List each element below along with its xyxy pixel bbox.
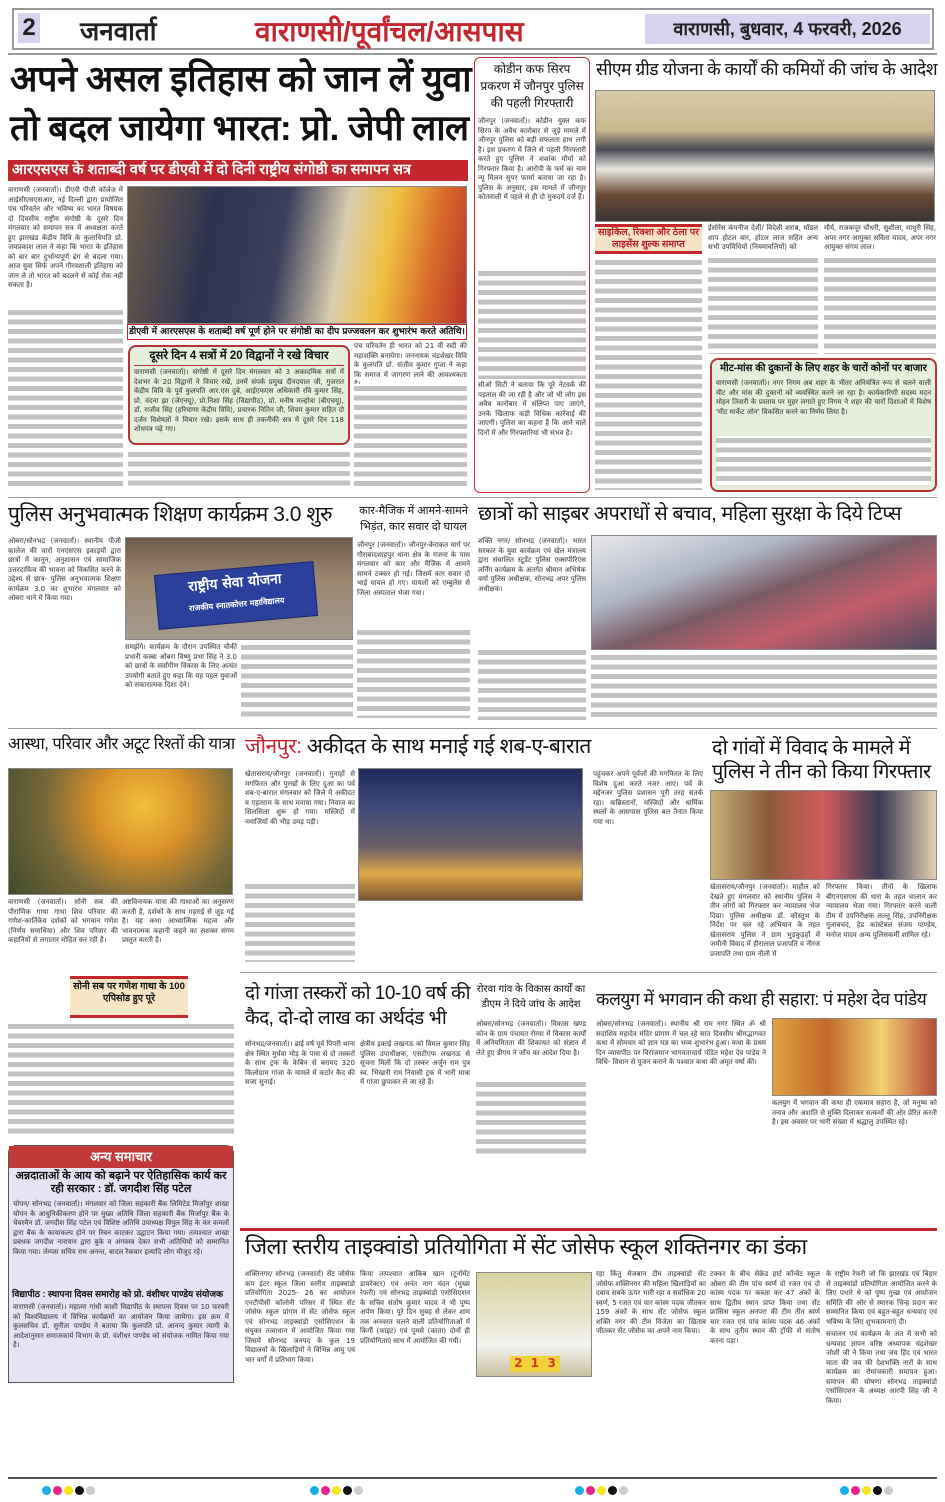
bottom-rule [8, 1477, 937, 1479]
shab-body-2: पहुंचकर अपने पूर्वजों की मगफिरत के लिए विशेष दुआ करते नजर आए। पर्व के मद्देनजर पुलिस प्रशासन पूरी तरह सतर्क रहा। कब्रिस्तानों, मस्जिदों और धार्मिक स्थलों के आसपास पुलिस बल तैनात किया गया था। [593, 770, 703, 826]
police-headline: पुलिस अनुभवात्मक शिक्षण कार्यक्रम 3.0 शुरु [8, 503, 333, 526]
codeine-body: जौनपुर (जनवार्ता)। कोडीन युक्त कफ सिरप के अवैध कारोबार से जुड़े मामले में जौनपुर पुलिस को बड़ी सफलता हाथ लगी है। इस प्रकरण में जिले से पहली गिरफ्तारी करते हुए पुलिस ने शशांक मौर्या को गिरफ्तार किया है। आरोपी के फर्म का नाम न्यू मिलन सुपर फार्मा बताया जा रहा है। पुलिस के अनुसार, इस मामले में जौनपुर कोतवाली में पहले से ही दो मुकदमे दर्ज हैं। [478, 117, 586, 201]
page-number: 2 [18, 13, 40, 43]
ganesh-inset: सोनी सब पर गणेश गाथा के 100 एपिसोड हुए पूरे [73, 981, 185, 1004]
lead-strap: आरएसएस के शताब्दी वर्ष पर डीएवी में दो दिनी राष्ट्रीय संगोष्ठी का समापन सत्र [8, 160, 468, 181]
red-rule [240, 1228, 937, 1231]
twovillages-photo [710, 790, 937, 880]
ganesh-body-continued [8, 1022, 234, 1138]
rule [240, 972, 937, 973]
taekwondo-body-5: के राष्ट्रीय रेफरी जो कि झारखंड एवं बिहार से ताइक्वांडो प्रतियोगिता आयोजित करने के लिए पधारे थे को पुष्प गुच्छ एवं आयोजन समिति की ओर से स्मारक चिन्ह प्रदान कर सम्मानित किया एवं बहुत-बहुत धन्यवाद एवं भविष्य के लिए शुभकामनाएं दी। [826, 1270, 937, 1326]
newspaper-name: जनवार्ता [80, 16, 157, 46]
police-body-continued [241, 643, 353, 719]
twovillages-body: खेतासराय/जौनपुर (जनवार्ता)। माहौल को देखते हुए मंगलवार को स्थानीय पुलिस ने तीन लोगों को गिरफ्तार कर न्यायालय भेज दिया। पुलिस अधीक्षक डॉ. कौस्तुभ के निर्देश पर चल रहे अभियान के तहत खेतासराय पुलिस ने ग्राम भुड़कुड़हाँ में जमीनी विवाद में हीरालाल प्रजापति व नीरज प्रजापति तथा ग्राम नौली में [710, 883, 820, 958]
lead-box-title: दूसरे दिन 4 सत्रों में 20 विद्वानों ने रखे विचार [134, 350, 344, 366]
lead-body-continued [354, 384, 467, 490]
taekwondo-photo [476, 1272, 592, 1377]
lead-body: वाराणसी (जनवार्ता)। डीएवी पीजी कॉलेज में आईसीएसएसआर, नई दिल्ली द्वारा प्रायोजित पंच परिवर्तन और भविष्य का भारत विषयक दो दिवसीय राष्ट्रीय संगोष्ठी के दूसरे दिन मंगलवार को समापन सत्र में अध्यक्षता करते हुए झारखंड केंद्रीय विवि के कुलाधिपति प्रो. जयप्रकाश लाल ने कहा कि भारत के इतिहास को बार बार दुर्भाग्यपूर्ण ढंग से बदला गया। आज युवा सिर्फ अपने गौरवशाली इतिहास को जान ले तो भारत को बदलने से कोई रोक नहीं सकता है। [8, 186, 123, 289]
ganja-headline: दो गांजा तस्करों को 10-10 वर्ष की कैद, दो-दो लाख का अर्थदंड भी [245, 983, 470, 1029]
registration-marks [42, 1486, 95, 1495]
cyber-headline: छात्रों को साइबर अपराधों से बचाव, महिला सुरक्षा के दिये टिप्स [478, 503, 902, 525]
twovillages-headline: दो गांवों में विवाद के मामले में पुलिस ने तीन को किया गिरफ्तार [712, 737, 931, 783]
rule [8, 728, 937, 729]
lead-body-continued [8, 308, 123, 490]
car-accident-headline: कार-मैजिक में आमने-सामने भिड़ंत, कार सवार दो घायल [359, 505, 468, 534]
police-body: ओबरा/सोनभद्र (जनवार्ता)। स्थानीय पीजी कालेज की चारों एनएसएस इकाइयों द्वारा छात्रों में कानून, अनुशासन एवं सामाजिक उत्तरदायित्व की भावना को विकसित करने के उद्देश्य से छात्र- पुलिस अनुभवात्मक शिक्षण कार्यक्रम 3.0 का शुभारंभ मंगलवार को ओबरा थाने में किया गया। [8, 537, 121, 602]
car-accident-body: जौनपुर (जनवार्ता)। जौनपुर-केराकत मार्ग पर गौराबादशाहपुर थाना क्षेत्र के गजना के पास मंगलवार को कार और मैजिक में आमने सामने टक्कर हो गई। जिसमें कार सवार दो भाई घायल हो गए। घायलों को एम्बुलेंस से जिला अस्पताल भेजा गया। [357, 541, 470, 597]
codeine-headline: कोडीन कफ सिरप प्रकरण में जौनपुर पुलिस की पहली गिरफ्तारी [480, 62, 584, 110]
registration-marks [310, 1486, 363, 1495]
podium [510, 1356, 560, 1372]
meat-market-title: मीट-मांस की दुकानों के लिए शहर के चारों कोनों पर बाजार [720, 363, 927, 374]
cmgrid-body-col3 [824, 256, 936, 354]
kalyug-body: ओबरा/सोनभद्र (जनवार्ता)। स्थानीय श्री राम नगर स्थित ॐ श्री सदाशिव महादेव मंदिर प्रांगण में चल रहे सात दिवसीय श्रीमद्भागवत कथा में सोमवार को ज्ञान यज्ञ का भव्य शुभारंभ हुआ। कथा के प्रथम दिन व्यासपीठ पर विराजमान भागवताचार्य पंडित महेश देव पांडेय ने विधि- विधान से पूजन कराने के पश्चात कथा की अमृत वर्षा की। [596, 1020, 766, 1066]
ganesh-body-2: अष्टविनायक यात्रा की गाथाओं का अनुसरण करती है, दर्शकों के साथ गहराई से जुड़ गई है। यह कथा आध्यात्मिक महत्व और भावनात्मक कहानी कहने का सशक्त संगम प्रस्तुत करती है। [122, 898, 234, 944]
kalyug-headline: कलयुग में भगवान की कथा ही सहारा: पं महेश देव पांडेय [596, 989, 927, 1009]
other-news-item-1-title: अन्नदाताओं के आय को बढ़ाने पर ऐतिहासिक कार्य कर रही सरकार : डॉ. जगदीश सिंह पटेल [15, 1170, 227, 1195]
cmgrid-body-col1 [595, 258, 702, 490]
rule [8, 53, 937, 55]
police-body-2: समझेंगे। कार्यक्रम के दौरान उपस्थित चौकी प्रभारी कस्बा ओबरा विष्णु प्रभा सिंह ने 3.0 को छात्रों के सर्वांगीण विकास के लिए अत्यंत उपयोगी बताते हुए कहा कि यह पहल युवाओं को सकारात्मक दिशा देने। [125, 643, 237, 689]
meat-market-body: वाराणसी (जनवार्ता)। नगर निगम अब शहर के भीतर अनियंत्रित रूप से चलने वाली मीट और मांस की दुकानों को व्यवस्थित करने जा रहा है। कार्यकारिणी सदस्य मदन मोहन तिवारी के प्रस्ताव पर मुहर लगाते हुए निगम ने शहर की चारों दिशाओं में विशेष 'मीट मार्केट जोन' विकसित करने का निर्णय लिया है। [716, 379, 931, 416]
podium-first: 1 [530, 1356, 540, 1370]
car-accident-story [357, 503, 470, 718]
ganesh-headline: आस्था, परिवार और अटूट रिश्तों की यात्रा [8, 735, 235, 753]
rorwa-story [476, 982, 586, 1154]
ganja-body-2: क्षेत्रीय इकाई लखनऊ को विमल कुमार सिंह पुलिस उपाधीक्षक, एसटीएफ लखनऊ से सूचना मिली कि दो तस्कर अर्जुन राम पुत्र स्व. भिखारी राम निवासी ट्रक में भारी मात्रा में गांजा छुपाकर ले जा रहे हैं। [360, 1040, 470, 1086]
taekwondo-headline: जिला स्तरीय ताइक्वांडो प्रतियोगिता में सेंट जोसेफ स्कूल शक्तिनगर का डंका [245, 1234, 807, 1259]
other-news-item-1-body: चोपन/ सोनभद्र (जनवार्ता)। मंगलवार को जिला सहकारी बैंक लिमिटेड मिर्जापुर शाखा चोपन के आधुनिकीकरण होने पर मुख्य अतिथि जिला सहकारी बैंक मिर्जापुर बैंक के चेयरमैन डॉ. जगदीश सिंह पटेल एवं विशिष्ट अतिथि उपाध्यक्ष विपुल सिंह के कर कमलों द्वारा बैंक के कायाकल्प होने पर रिबन काटकर उद्घाटन किया गया। तत्पश्चात शाखा प्रबंधक जगदीश नारायण द्वारा बुके व अंगवस्त्र देकर सभी अतिथियों को सम्मानित किया गया। लेम्पस सचिव राम अनन्त, बादल रैकवार इत्यादि लोग मौजूद रहे। [13, 1200, 229, 1256]
cmgrid-subhead: साइकिल, रिक्शा और ठेला पर लाइसेंस शुल्क समाप्त [597, 227, 700, 250]
cmgrid-body: ईंसोरेंस कंपनीज देशी/ विदेशी शराब, मॉडल शाप होटल बार, होटल लाज सहित अन्य सभी उपविधियों (नियमावलियों) को [708, 224, 818, 251]
other-news-box [8, 1145, 234, 1383]
section-title: वाराणसी/पूर्वांचल/आसपास [255, 16, 524, 47]
rorwa-body-continued [476, 1080, 586, 1154]
ganja-body: सोनभद्र/जनवार्ता)। ढाई वर्ष पूर्व पिपरी थाना क्षेत्र स्थित मुर्धवा मोड़ के पास से दो तस्करों के साथ ट्रक के केबिन से बरामद 320 किलोग्राम गांजा के मामले में कठोर कैद की सजा सुनाई। [245, 1040, 355, 1086]
lead-headline-line-1: अपने असल इतिहास को जान लें युवा [10, 58, 472, 99]
nss-banner-subtitle: राजकीय स्नातकोत्तर महाविद्यालय [188, 595, 285, 614]
taekwondo-body-4: टक्कर के बीच सेक्रेड हार्ट कॉन्वेंट स्कूल ओबरा की टीम पांच स्वर्ण दो रजत एवं दो कांस्य पदक पर कब्जा कर 47 अंकों के साथ द्वितीय स्थान प्राप्त किया तथा सेंट फ्रांसिस स्कूल अनपरा की टीम तीन स्वर्ण चार रजत एवं पांच कांस्य पदक 46 अंकों के साथ तृतीय स्थान की ट्रॉफी से संतोष करना पड़ा। [710, 1270, 820, 1345]
cmgrid-headline: सीएम ग्रीड योजना के कार्यों की कमियों की जांच के आदेश [596, 59, 938, 79]
nss-banner-title: राष्ट्रीय सेवा योजना [187, 571, 283, 596]
podium-second: 2 [514, 1356, 523, 1370]
shab-headline [245, 736, 703, 764]
car-accident-body-continued [357, 628, 470, 718]
other-news-item-2-body: वाराणसी (जनवार्ता)। महात्मा गांधी काशी विद्यापीठ के स्थापना दिवस पर 10 फरवरी को विश्वविद्यालय में विभिन्न कार्यक्रमों का आयोजन किया जायेगा। इस क्रम में कुलसचिव डॉ. सुनीता पाण्डेय ने बताया कि कुलपति प्रो. आनन्द कुमार त्यागी के आदेशानुसार समाजकार्य विभाग के प्रो. वंशीधर पाण्डेय को संयोजक नामित किया गया है। [13, 1303, 229, 1349]
shab-photo [358, 768, 583, 901]
ganesh-photo [8, 768, 233, 895]
cmgrid-photo [595, 90, 935, 222]
meat-market-box [710, 358, 937, 492]
taekwondo-body-2: किया तत्पश्चात आकिब खान (टूर्नामेंट डायरेक्टर) एवं अनंत नाग चंदन (मुख्य रेफरी) एवं सोनभद्र ताइक्वांडो एसोसिएशन के सचिव संतोष कुमार यादव ने भी पुष्प अर्पण किया। पूरे दिन सुबह से लेकर शाम तक अनवरत चलने वाली प्रतियोगिताओं में किर्गी (फाइट) एवं पूमसे (काता) दोनों ही प्रतियोगिताएं साथ में आयोजित की गयी। [360, 1270, 470, 1345]
cyber-body-continued-2 [591, 653, 937, 720]
meat-market-body-continued [716, 436, 931, 486]
cmgrid-subhead-box [595, 224, 702, 254]
ganesh-body: वाराणसी (जनवार्ता)। सोनी सब की पौराणिक गाथा गाथा शिव परिवार की गणेश-कार्तिकेय दर्शकों को भगवान गणेश (निर्णय समाधिया) और शिव परिवार की कहानियों से लगातार मोहित कर रही है। [8, 898, 118, 944]
codeine-body-2: सीओ सिटी ने बताया कि पूरे नेटवर्क की पड़ताल की जा रही है और जो भी लोग इस अवैध कारोबार में संलिप्त पाए जाएंगे, उनके खिलाफ कड़ी विधिक कार्रवाई की जाएगी। पुलिस का कहना है कि आने वाले दिनों में और गिरफ्तारियां भी संभव है। [478, 381, 586, 437]
lead-sidebar-box [128, 345, 350, 445]
codeine-body-continued [478, 269, 586, 379]
twovillages-body-2: गिरफ्तार किया। तीनों के खिलाफ बीएनएसएस की धारा के तहत चालान कर न्यायालय भेजा गया। गिरफ्तार करने वाली टीम में उपनिरीक्षक लल्लू सिंह, उपनिरीक्षक गुलाबचंद, हेड कांस्टेबल संजय पाण्डेय, मनोज यादव अन्य पुलिसकर्मी शामिल रहे। [826, 883, 937, 939]
taekwondo-body-6: संचालन एवं कार्यक्रम के अंत में सभी को धन्यवाद ज्ञापन वरिष्ठ अध्यापक चंद्रशेखर जोशी जी ने किया तथा जय हिंद एवं भारत माता की जय की देशभक्ति नारों के साथ कार्यक्रम का रोमांचकारी समापन हुआ। समापन की घोषणा सोनभद्र ताइक्वांडो एसोसिएशन के अध्यक्ष आरपी सिंह जी ने किया। [826, 1330, 937, 1405]
dateline: वाराणसी, बुधवार, 4 फरवरी, 2026 [645, 14, 930, 44]
other-news-title: अन्य समाचार [9, 1146, 233, 1168]
rorwa-headline: रोरवा गांव के विकास कार्यों का डीएम ने दिये जांच के आदेश [476, 984, 586, 1011]
cmgrid-body-2: मौर्य, राजकपूर चौधरी, सुशीला, माधुरी सिंह, अपर नगर आयुक्त सविता यादव, अपर नगर आयुक्त संगम लाल। [824, 224, 936, 251]
shab-kicker: जौनपुर: [245, 735, 302, 758]
taekwondo-body: शक्तिनगर/ सोनभद्र (जनवार्ता) सेंट जोसेफ कप इंटर स्कूल जिला स्तरीय ताइक्वांडो प्रतियोगिता 2025- 26 का आयोजन एनटीपीसी कॉलोनी परिसर में स्थित सेंट जोसेफ स्कूल प्रांगण में सेंट जोसेफ स्कूल एवं सोनभद्र ताइक्वांडो एसोसिएशन के संयुक्त तत्वाधान में आयोजित किया गया जिसमें सोनभद्र जनपद के कुल 19 विद्यालयों के खिलाड़ियों ने विभिन्न आयु एवं भार वर्गों में प्रतिभाग किया। [245, 1270, 355, 1364]
kalyug-photo [772, 1018, 937, 1096]
lead-body-continued [128, 450, 350, 490]
registration-marks [840, 1486, 893, 1495]
taekwondo-body-3: रहा किंतु मेजबान टीम ताइक्वांडो सेंट जोसेफ शक्तिनगर की महिला खिलाड़ियों का दबाव सबके ऊपर भारी रहा व सर्वाधिक 20 स्वर्ण, 5 रजत एवं चार कांस्य पदक जीतकर 159 अंकों के साथ सेंट जोसेफ स्कूल शक्ति नगर की टीम विजेता का खिताब जीतकर सेंट जोसेफ का अपने नाम किया। [596, 1270, 706, 1335]
cyber-body: शक्ति नगर/ सोनभद्र (जनवार्ता)। भारत सरकार के युवा कार्यक्रम एवं खेल मंत्रालय द्वारा संचालित स्टूडेंट पुलिस एक्सपीरिएंस लर्निंग कार्यक्रम के अंतर्गत श्रीमान अभिषेक वर्मा पुलिस अधीक्षक, सोनभद्र अपर पुलिस अधीक्षक। [478, 537, 586, 593]
nss-banner [154, 561, 318, 630]
lead-photo [127, 186, 467, 324]
rorwa-body: ओबरा/सोनभद्र (जनवार्ता)। विकास खण्ड कोन के ग्राम पंचायत रोरवा में विकास कार्यों में अनियमितता की शिकायत को संज्ञान में लेते हुए डीएम ने जाँच का आदेश दिया है। [476, 1020, 586, 1057]
lead-box-body: वाराणसी (जनवार्ता)। संगोष्ठी में दूसरे दिन मंगलवार को 3 अकादमिक सत्रों में देशभर के 20 विद्वानों ने विचार रखें, उनमें संपर्क प्रमुख दीनदयाल जी, गुजरात केंद्रीय विवि के पूर्व कुलपति आर.एस दुबे, आईएफएस अधिकारी रवि कुमार सिंह, प्रो. वंदना झा (जेएनयू), प्रो.निशा सिंह (विद्यापीठ), प्रो. मनीष मल्होत्रा (बीएचयू), डॉ. राजीव सिंह (हरियाणा केंद्रीय विवि), प्रचारक नितिन जी, शिवम कुमार सहित दो दर्जन विशेषज्ञों ने विचार रखे। इसके साथ ही तकनीकी सत्र में दूसरे दिन 118 शोधपत्र पढ़े गए। [134, 368, 344, 433]
registration-marks [575, 1486, 628, 1495]
codeine-story-box [474, 57, 590, 493]
cmgrid-body-col2 [708, 256, 818, 354]
police-photo [125, 537, 353, 640]
lead-headline-line-2: तो बदल जायेगा भारत: प्रो. जेपी लाल [10, 108, 469, 148]
lead-column-3: पंच परिवर्तन ही भारत को 21 वीं सदी की महाशक्ति बनायेगा। जननायक चंद्रशेखर विवि के कुलपति प्रो. संजीव कुमार गुप्ता ने कहा कि समाज में जागरण लाने की आवश्यकता [354, 342, 467, 379]
podium-third: 3 [547, 1356, 556, 1370]
kalyug-body-2: कलयुग में भगवान की कथा ही एकमात्र सहारा है, जो मनुष्य को तनाव और अशांति से मुक्ति दिलाकर सत्कर्मों की ओर प्रेरित करती है। इस अवसर पर भारी संख्या में श्रद्धालु उपस्थित रहे। [772, 1099, 937, 1126]
ganesh-inset-box [70, 976, 188, 1018]
lead-photo-caption: डीएवी में आरएसएस के शताब्दी वर्ष पूर्ण होने पर संगोष्ठी का दीप प्रज्जवलन कर शुभारंभ करते अतिथि। [127, 324, 467, 340]
other-news-item-2-title: विद्यापीठ : स्थापना दिवस समारोह को प्रो. वंशीधर पाण्डेय संयोजक [12, 1289, 223, 1299]
shab-body-continued [245, 882, 355, 962]
rule [8, 497, 937, 498]
cyber-body-continued [478, 648, 586, 720]
shab-body: खेतासराय/जौनपुर (जनवार्ता)। गुनाहों से मगफिरत और पुरखों के लिए दुआ का पर्व शब-ए-बारात मंगलवार को जिले में अकीदत व एहतराम के साथ मनाया गया। निवाज का सिलसिला शुरू हो गया। मस्जिदों में नमाजियों की भीड़ उमड़ पड़ी। [245, 770, 355, 826]
cyber-photo [591, 535, 937, 650]
shab-headline-text: अकीदत के साथ मनाई गई शब-ए-बारात [306, 735, 591, 758]
